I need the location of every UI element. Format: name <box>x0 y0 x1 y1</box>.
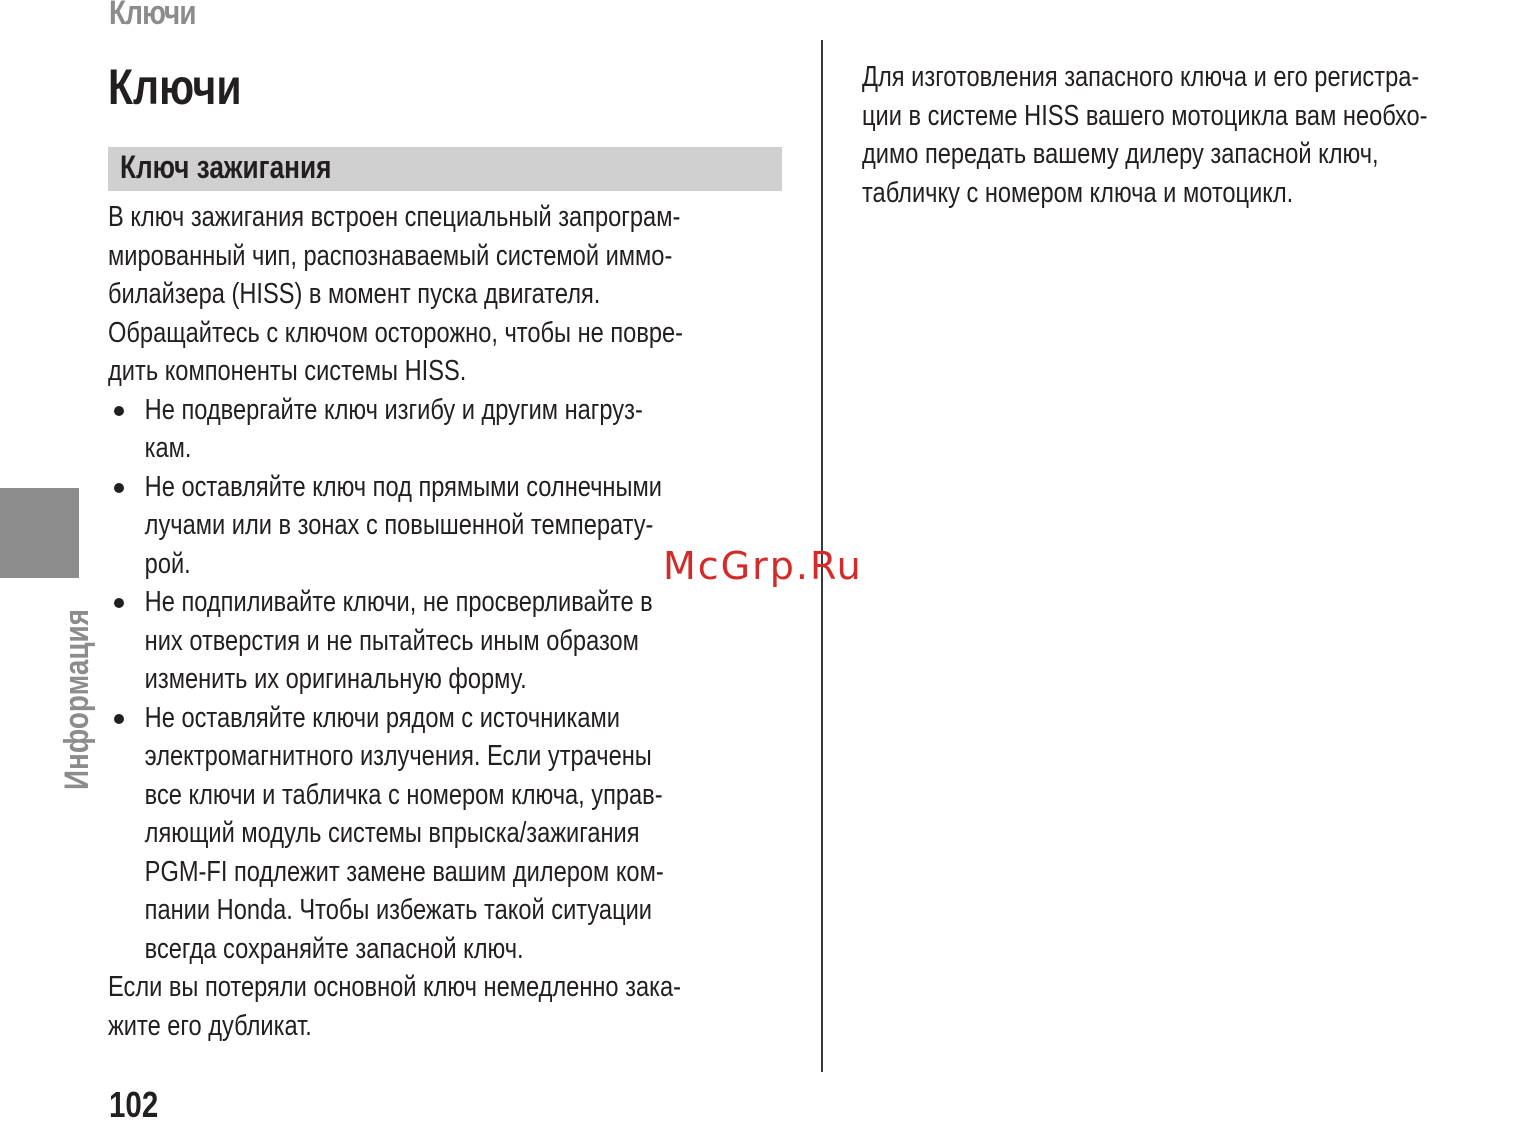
text-line: Для изготовления запасного ключа и его регистра- <box>862 61 1420 93</box>
text-line: дить компоненты системы HISS. <box>108 355 467 387</box>
text-line: Обращайтесь с ключом осторожно, чтобы не повре- <box>108 316 684 349</box>
closing-paragraph <box>108 968 784 1045</box>
text-line: мированный чип, распознаваемый системой иммо- <box>108 239 673 272</box>
running-header: Ключи <box>109 0 196 32</box>
text-line: Не подпиливайте ключи, не просверливайте в <box>144 586 653 618</box>
right-column <box>862 58 1516 212</box>
text-line: табличку с номером ключа и мотоцикл. <box>862 176 1294 209</box>
bullet-item <box>108 583 784 699</box>
page-title: Ключи <box>108 59 242 115</box>
text-line: кам. <box>144 432 192 464</box>
text-line: все ключи и табличка с номером ключа, управ- <box>144 778 663 811</box>
text-line: электромагнитного излучения. Если утрачены <box>144 740 652 772</box>
text-line: всегда сохраняйте запасной ключ. <box>144 932 524 965</box>
section-header-bar <box>108 147 782 191</box>
bullet-item <box>108 699 784 969</box>
text-line: В ключ зажигания встроен специальный запрограм- <box>108 201 681 233</box>
intro-paragraph <box>108 198 784 391</box>
page-number: 102 <box>109 1084 159 1125</box>
text-line: пании Honda. Чтобы избежать такой ситуации <box>144 894 653 926</box>
text-line: Не оставляйте ключи рядом с источниками <box>144 701 620 734</box>
text-line: лучами или в зонах с повышенной температу- <box>144 509 654 541</box>
text-line: билайзера (HISS) в момент пуска двигателя. <box>108 278 601 310</box>
side-tab-label: Информация <box>58 609 96 790</box>
text-line: изменить их оригинальную форму. <box>144 663 527 695</box>
text-line: жите его дубликат. <box>108 1009 312 1042</box>
text-line: PGM-FI подлежит замене вашим дилером ком- <box>144 855 664 888</box>
left-column <box>108 198 784 1045</box>
text-line: рой. <box>144 547 191 580</box>
text-line: ляющий модуль системы впрыска/зажигания <box>144 817 640 849</box>
text-line: Если вы потеряли основной ключ немедленно зака- <box>108 971 681 1003</box>
section-title: Ключ зажигания <box>120 149 332 185</box>
text-line: них отверстия и не пытайтесь иным образом <box>144 624 639 657</box>
watermark: McGrp.Ru <box>663 544 863 588</box>
text-line: ции в системе HISS вашего мотоцикла вам необхо- <box>862 99 1428 132</box>
side-tab-marker <box>0 488 79 578</box>
text-line: Не подвергайте ключ изгибу и другим нагруз- <box>144 393 643 426</box>
bullet-list <box>108 391 784 969</box>
text-line: димо передать вашему дилеру запасной ключ, <box>862 138 1379 170</box>
text-line: Не оставляйте ключ под прямыми солнечными <box>144 470 662 503</box>
bullet-item <box>108 391 784 468</box>
